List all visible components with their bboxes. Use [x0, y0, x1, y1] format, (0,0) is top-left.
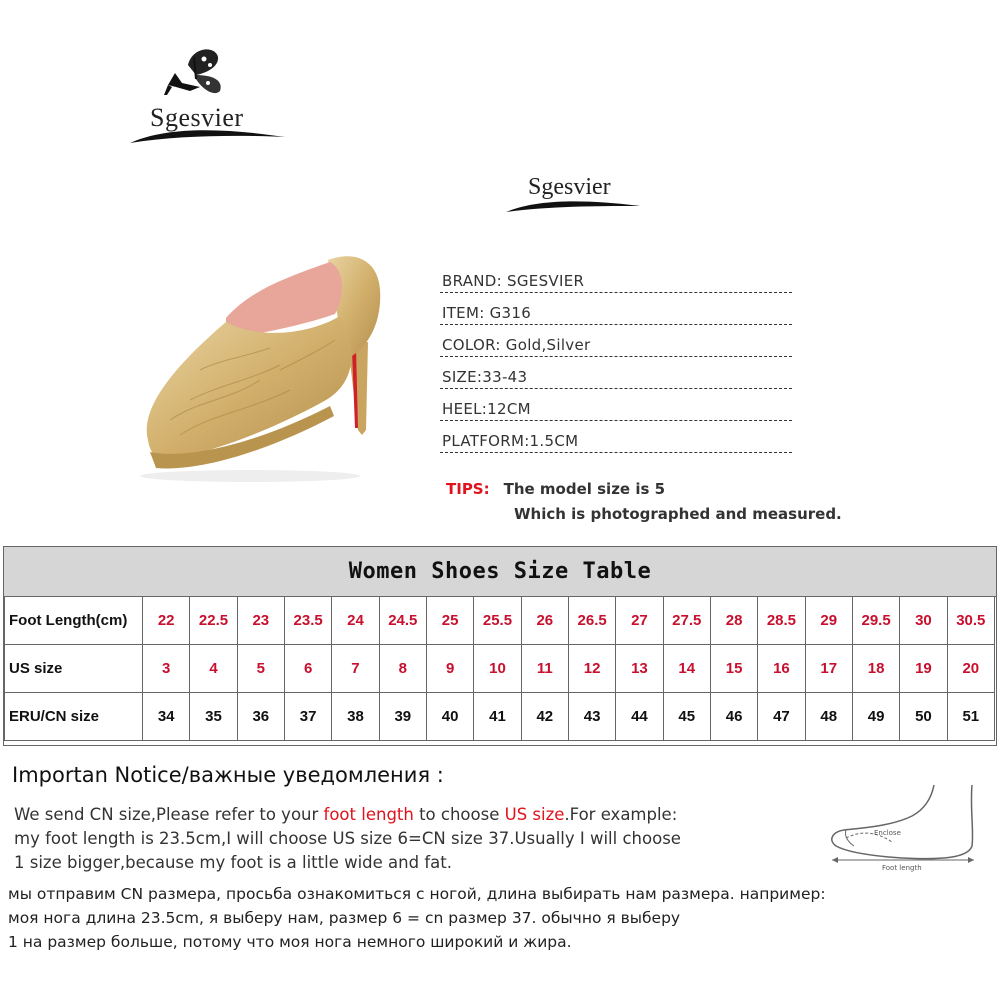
table-cell: 42 [521, 693, 568, 741]
notice-en-line3: 1 size bigger,because my foot is a little wide and fat. [14, 853, 452, 872]
table-cell: 25 [426, 597, 473, 645]
table-cell: 12 [568, 645, 615, 693]
highlight-foot-length: foot length [323, 805, 414, 824]
table-cell: 15 [710, 645, 757, 693]
table-cell: 50 [900, 693, 947, 741]
table-cell: 8 [379, 645, 426, 693]
table-title-bar [4, 547, 996, 597]
table-cell: 46 [710, 693, 757, 741]
table-cell: 38 [332, 693, 379, 741]
table-cell: 34 [143, 693, 190, 741]
table-cell: 30 [900, 597, 947, 645]
notice-ru-line2: моя нога длина 23.5cm, я выберу нам, размер 6 = cn размер 37. обычно я выберу [8, 909, 681, 927]
spec-color: COLOR: Gold,Silver [440, 330, 792, 357]
spec-brand: BRAND: SGESVIER [440, 266, 792, 293]
row-header: Foot Length(cm) [5, 597, 143, 645]
tips-line1: The model size is 5 [503, 480, 666, 498]
brand-name-small: Sgesvier [528, 174, 611, 200]
table-cell: 13 [616, 645, 663, 693]
foot-diagram [822, 780, 992, 875]
table-cell: 4 [190, 645, 237, 693]
table-cell: 27.5 [663, 597, 710, 645]
enclose-label: Enclose [874, 829, 901, 837]
table-cell: 18 [852, 645, 899, 693]
table-cell: 49 [852, 693, 899, 741]
size-grid [4, 596, 995, 741]
butterfly-heel-icon [120, 45, 290, 155]
spec-size: SIZE:33-43 [440, 362, 792, 389]
notice-ru-line3: 1 на размер больше, потому что моя нога немного широкий и жира. [8, 933, 572, 951]
table-cell: 47 [758, 693, 805, 741]
notice-en-line1: We send CN size,Please refer to your foot length to choose US size.For example: [14, 805, 678, 824]
table-title: Women Shoes Size Table [348, 559, 652, 584]
table-cell: 26.5 [568, 597, 615, 645]
table-cell: 22 [143, 597, 190, 645]
row-header: US size [5, 645, 143, 693]
table-cell: 37 [284, 693, 331, 741]
table-cell: 27 [616, 597, 663, 645]
table-cell: 51 [947, 693, 994, 741]
row-foot-length [5, 597, 995, 645]
table-cell: 44 [616, 693, 663, 741]
table-cell: 6 [284, 645, 331, 693]
notice-ru-line1: мы отправим CN размера, просьба ознакомиться с ногой, длина выбирать нам размера. например: [8, 885, 826, 903]
table-cell: 30.5 [947, 597, 994, 645]
table-cell: 14 [663, 645, 710, 693]
brand-logo [120, 45, 290, 155]
table-cell: 48 [805, 693, 852, 741]
table-cell: 40 [426, 693, 473, 741]
spec-platform: PLATFORM:1.5CM [440, 426, 792, 453]
table-cell: 29.5 [852, 597, 899, 645]
tips [446, 480, 665, 498]
table-cell: 23 [237, 597, 284, 645]
row-header: ERU/CN size [5, 693, 143, 741]
table-cell: 17 [805, 645, 852, 693]
shoe-icon [130, 230, 420, 490]
table-cell: 29 [805, 597, 852, 645]
table-cell: 25.5 [474, 597, 521, 645]
tips-line2: Which is photographed and measured. [514, 505, 842, 523]
row-us-size [5, 645, 995, 693]
table-cell: 26 [521, 597, 568, 645]
table-cell: 24 [332, 597, 379, 645]
table-cell: 35 [190, 693, 237, 741]
row-eu-cn-size [5, 693, 995, 741]
table-cell: 28 [710, 597, 757, 645]
table-cell: 20 [947, 645, 994, 693]
brand-logo-small [500, 168, 650, 228]
table-cell: 39 [379, 693, 426, 741]
table-cell: 41 [474, 693, 521, 741]
spec-heel: HEEL:12CM [440, 394, 792, 421]
table-cell: 16 [758, 645, 805, 693]
tips-label: TIPS: [446, 480, 490, 498]
brand-name: Sgesvier [150, 103, 244, 132]
table-cell: 36 [237, 693, 284, 741]
highlight-us-size: US size [504, 805, 565, 824]
table-cell: 3 [143, 645, 190, 693]
table-cell: 24.5 [379, 597, 426, 645]
table-cell: 28.5 [758, 597, 805, 645]
table-cell: 45 [663, 693, 710, 741]
product-image [130, 230, 420, 490]
table-cell: 9 [426, 645, 473, 693]
table-cell: 19 [900, 645, 947, 693]
notice-en-line2: my foot length is 23.5cm,I will choose US size 6=CN size 37.Usually I will choose [14, 829, 681, 848]
foot-length-label: Foot length [882, 864, 922, 872]
notice-title: Importan Notice/важные уведомления : [12, 763, 444, 787]
table-cell: 10 [474, 645, 521, 693]
size-table [3, 546, 997, 746]
table-cell: 43 [568, 693, 615, 741]
table-cell: 23.5 [284, 597, 331, 645]
table-cell: 5 [237, 645, 284, 693]
spec-item: ITEM: G316 [440, 298, 792, 325]
table-cell: 22.5 [190, 597, 237, 645]
foot-icon [822, 780, 992, 875]
table-cell: 7 [332, 645, 379, 693]
table-cell: 11 [521, 645, 568, 693]
